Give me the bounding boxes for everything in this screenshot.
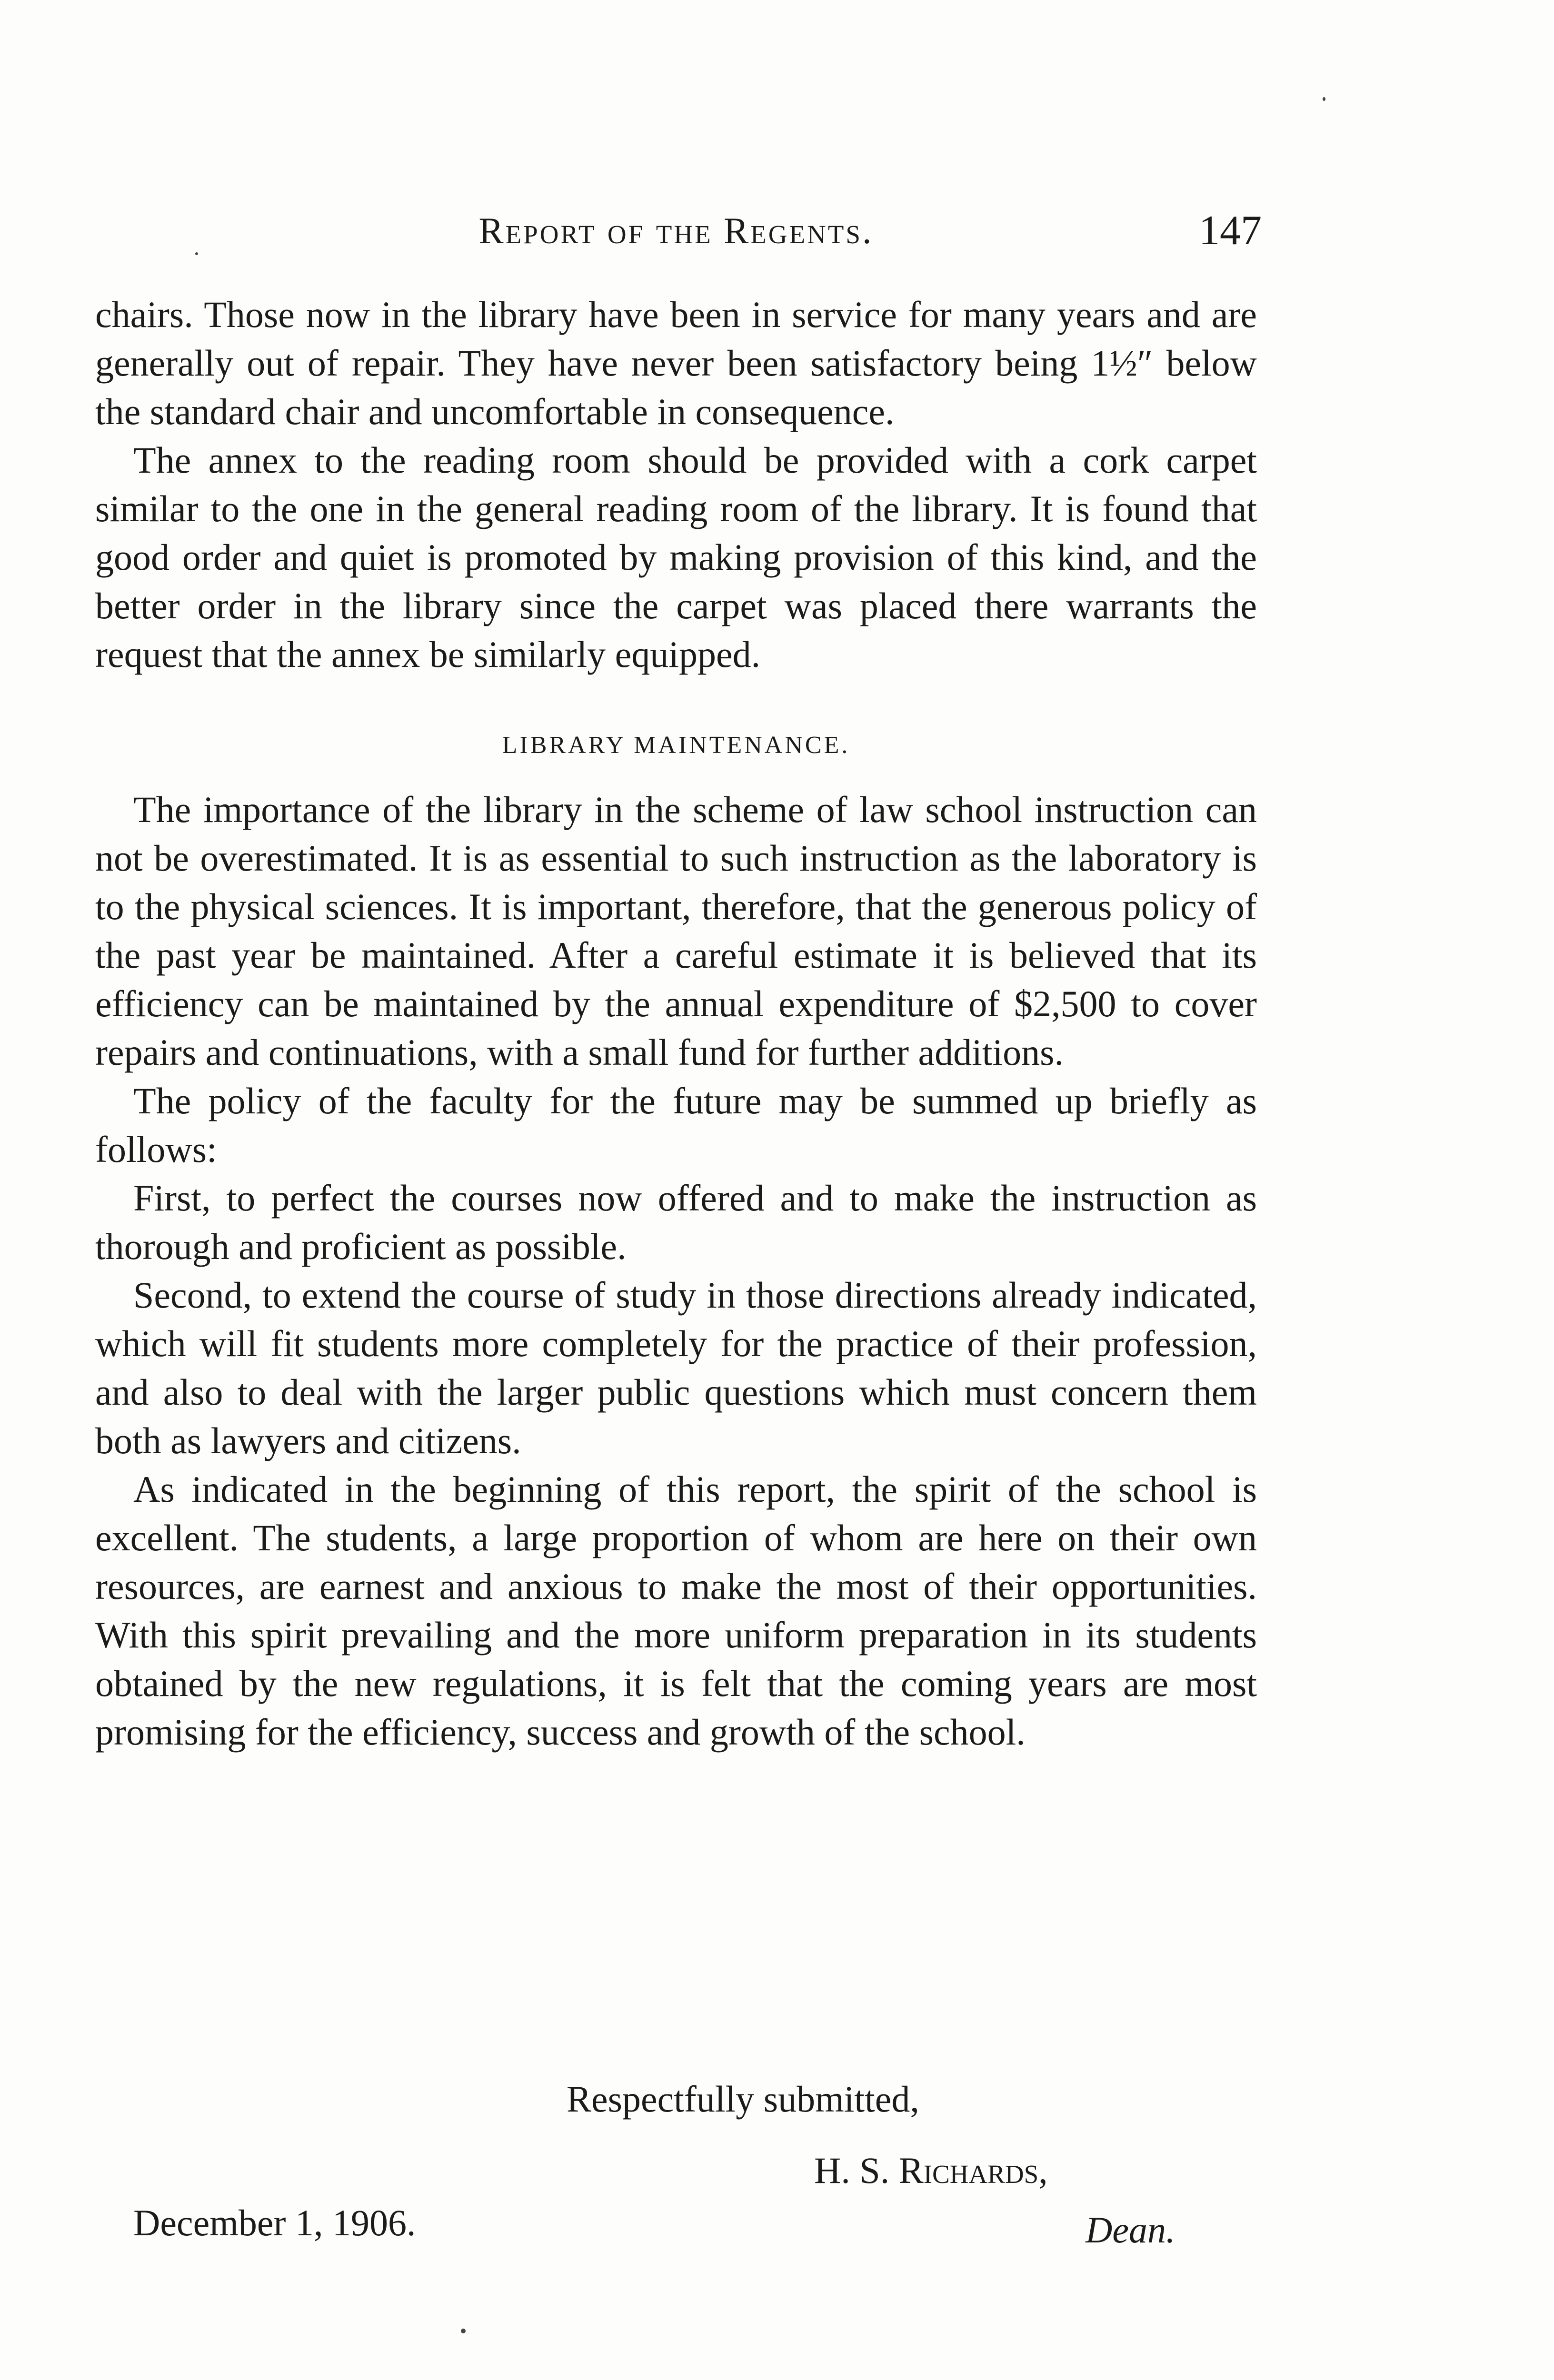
page-number: 147 — [1199, 208, 1262, 254]
signature-date: December 1, 1906. — [133, 2202, 416, 2243]
running-head: Report of the Regents. — [478, 210, 874, 251]
signature-title: Dean. — [1086, 2209, 1175, 2251]
paragraph-chairs: chairs. Those now in the library have been in service for many years and are generally out of repair. They have never been satisfactory being 1½″ below the standard chair and uncomfortable in consequence. — [95, 294, 1257, 432]
paragraph-first: First, to perfect the courses now offered and to make the instruction as thorough and proficient as possible. — [95, 1177, 1257, 1267]
paragraph-spirit: As indicated in the beginning of this report, the spirit of the school is excellent. The students, a large proportion of whom are here on their own resources, are earnest and anxious to make the most of their opportunities. With this spirit prevailing and the more uniform preparation in its students obtained by the new regulations, it is felt that the coming years are most promising for the efficiency, success and growth of the school. — [95, 1468, 1257, 1753]
signature-block — [95, 2075, 1257, 2256]
print-speck — [1323, 97, 1325, 101]
section-heading: LIBRARY MAINTENANCE. — [502, 732, 850, 759]
paragraph-policy: The policy of the faculty for the future may be summed up briefly as follows: — [95, 1080, 1257, 1170]
signature-closing: Respectfully submitted, — [567, 2078, 919, 2120]
page-header — [95, 208, 1262, 262]
body-text — [95, 290, 1257, 1756]
signature-name: H. S. Richards, — [814, 2150, 1048, 2191]
print-speck — [195, 252, 198, 255]
paragraph-annex: The annex to the reading room should be provided with a cork carpet similar to the one in the general reading room of the library. It is found that good order and quiet is promoted by making provision of this kind, and the better order in the library since the carpet was placed there warrants the request that the annex be similarly equipped. — [95, 439, 1257, 675]
paragraph-importance: The importance of the library in the scheme of law school instruction can not be overestimated. It is as essential to such instruction as the laboratory is to the physical sciences. It is important, therefore, that the generous policy of the past year be maintained. After a careful estimate it is believed that its efficiency can be maintained by the annual expenditure of $2,500 to cover repairs and continuations, with a small fund for further additions. — [95, 789, 1257, 1073]
print-speck — [461, 2329, 466, 2333]
paragraph-second: Second, to extend the course of study in those directions already indicated, which will fit students more completely for the practice of their profession, and also to deal with the larger public questions which must concern them both as lawyers and citizens. — [95, 1274, 1257, 1461]
